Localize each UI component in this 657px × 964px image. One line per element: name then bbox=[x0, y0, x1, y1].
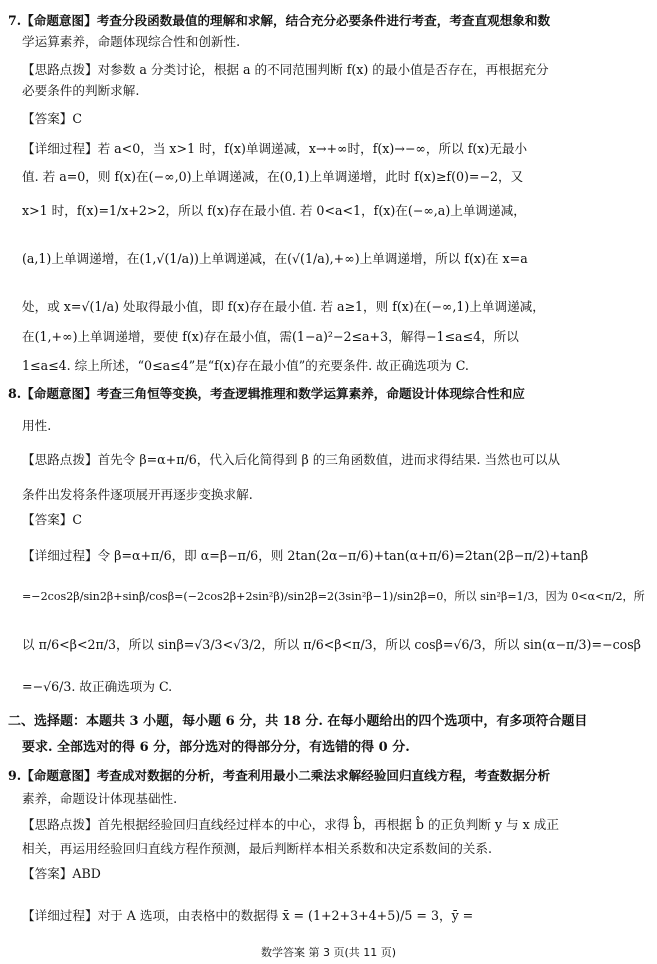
q7-answer: 【答案】C bbox=[22, 111, 83, 126]
q7-line-2: 学运算素养，命题体现综合性和创新性. bbox=[22, 34, 241, 49]
q9-line-6: 【详细过程】对于 A 选项，由表格中的数据得 x̄ = (1+2+3+4+5)/5 = 3，ȳ = bbox=[22, 908, 474, 923]
q7-line-12: 1≤a≤4. 综上所述，“0≤a≤4”是“f(x)存在最小值”的充要条件. 故正确选项为 C. bbox=[22, 358, 469, 373]
q9-answer: 【答案】ABD bbox=[22, 866, 101, 881]
q9-line-2: 素养，命题设计体现基础性. bbox=[22, 791, 178, 806]
q7-line-7: 值. 若 a=0，则 f(x)在(−∞,0)上单调递减，在(0,1)上单调递增，此时 f(x)≥f(0)=−2，又 bbox=[22, 169, 524, 184]
q7-line-6: 【详细过程】若 a<0，当 x>1 时，f(x)单调递减，x→+∞时，f(x)→−∞，所以 f(x)无最小 bbox=[22, 141, 528, 156]
q8-line-7: =−2cos2β/sin2β+sinβ/cosβ=(−2cos2β+2sin²β)/sin2β=2(3sin²β−1)/sin2β=0，所以 sin²β=1/3，因为 0<α<π/2，所 bbox=[22, 590, 645, 603]
q8-line-6: 【详细过程】令 β=α+π/6，即 α=β−π/6，则 2tan(2α−π/6)+tan(α+π/6)=2tan(2β−π/2)+tanβ bbox=[22, 548, 589, 563]
page-footer: 数学答案 第 3 页(共 11 页) bbox=[260, 946, 397, 959]
q7-line-9: (a,1)上单调递增，在(1,√(1/a))上单调递减，在(√(1/a),+∞)上单调递增，所以 f(x)在 x=a bbox=[22, 251, 528, 266]
q9-line-4: 相关，再运用经验回归直线方程作预测，最后判断样本相关系数和决定系数间的关系. bbox=[22, 841, 492, 856]
section-2-line-2: 要求. 全部选对的得 6 分，部分选对的得部分分，有选错的得 0 分. bbox=[22, 740, 410, 755]
q8-answer: 【答案】C bbox=[22, 512, 83, 527]
q8-line-3: 【思路点拨】首先令 β=α+π/6，代入后化简得到 β 的三角函数值，进而求得结果. 当然也可以从 bbox=[22, 452, 561, 467]
q8-line-2: 用性. bbox=[22, 418, 52, 433]
q8-line-8: 以 π/6<β<2π/3，所以 sinβ=√3/3<√3/2，所以 π/6<β<π/3，所以 cosβ=√6/3，所以 sin(α−π/3)=−cosβ bbox=[22, 637, 641, 652]
q7-line-11: 在(1,+∞)上单调递增，要使 f(x)存在最小值，需(1−a)²−2≤a+3，解得−1≤a≤4，所以 bbox=[22, 329, 519, 344]
q8-line-4: 条件出发将条件逐项展开再逐步变换求解. bbox=[22, 487, 253, 502]
q7-line-1: 7.【命题意图】考查分段函数最值的理解和求解，结合充分必要条件进行考查，考查直观想象和数 bbox=[8, 13, 551, 28]
q7-line-3: 【思路点拨】对参数 a 分类讨论，根据 a 的不同范围判断 f(x) 的最小值是否存在，再根据充分 bbox=[22, 62, 549, 77]
q9-line-3: 【思路点拨】首先根据经验回归直线经过样本的中心，求得 b̂，再根据 b̂ 的正负判断 y 与 x 成正 bbox=[22, 817, 559, 832]
q7-line-4: 必要条件的判断求解. bbox=[22, 83, 140, 98]
q7-line-10: 处，或 x=√(1/a) 处取得最小值，即 f(x)存在最小值. 若 a≥1，则 f(x)在(−∞,1)上单调递减， bbox=[22, 299, 545, 314]
q9-line-1: 9.【命题意图】考查成对数据的分析，考查利用最小二乘法求解经验回归直线方程，考查数据分析 bbox=[8, 768, 551, 783]
q8-line-9: =−√6/3. 故正确选项为 C. bbox=[22, 679, 173, 694]
section-2-line-1: 二、选择题：本题共 3 小题，每小题 6 分，共 18 分. 在每小题给出的四个选项中，有多项符合题目 bbox=[8, 714, 588, 729]
q7-line-8: x>1 时，f(x)=1/x+2>2，所以 f(x)存在最小值. 若 0<a<1，f(x)在(−∞,a)上单调递减， bbox=[22, 203, 526, 218]
q8-line-1: 8.【命题意图】考查三角恒等变换，考查逻辑推理和数学运算素养，命题设计体现综合性和应 bbox=[8, 386, 525, 401]
